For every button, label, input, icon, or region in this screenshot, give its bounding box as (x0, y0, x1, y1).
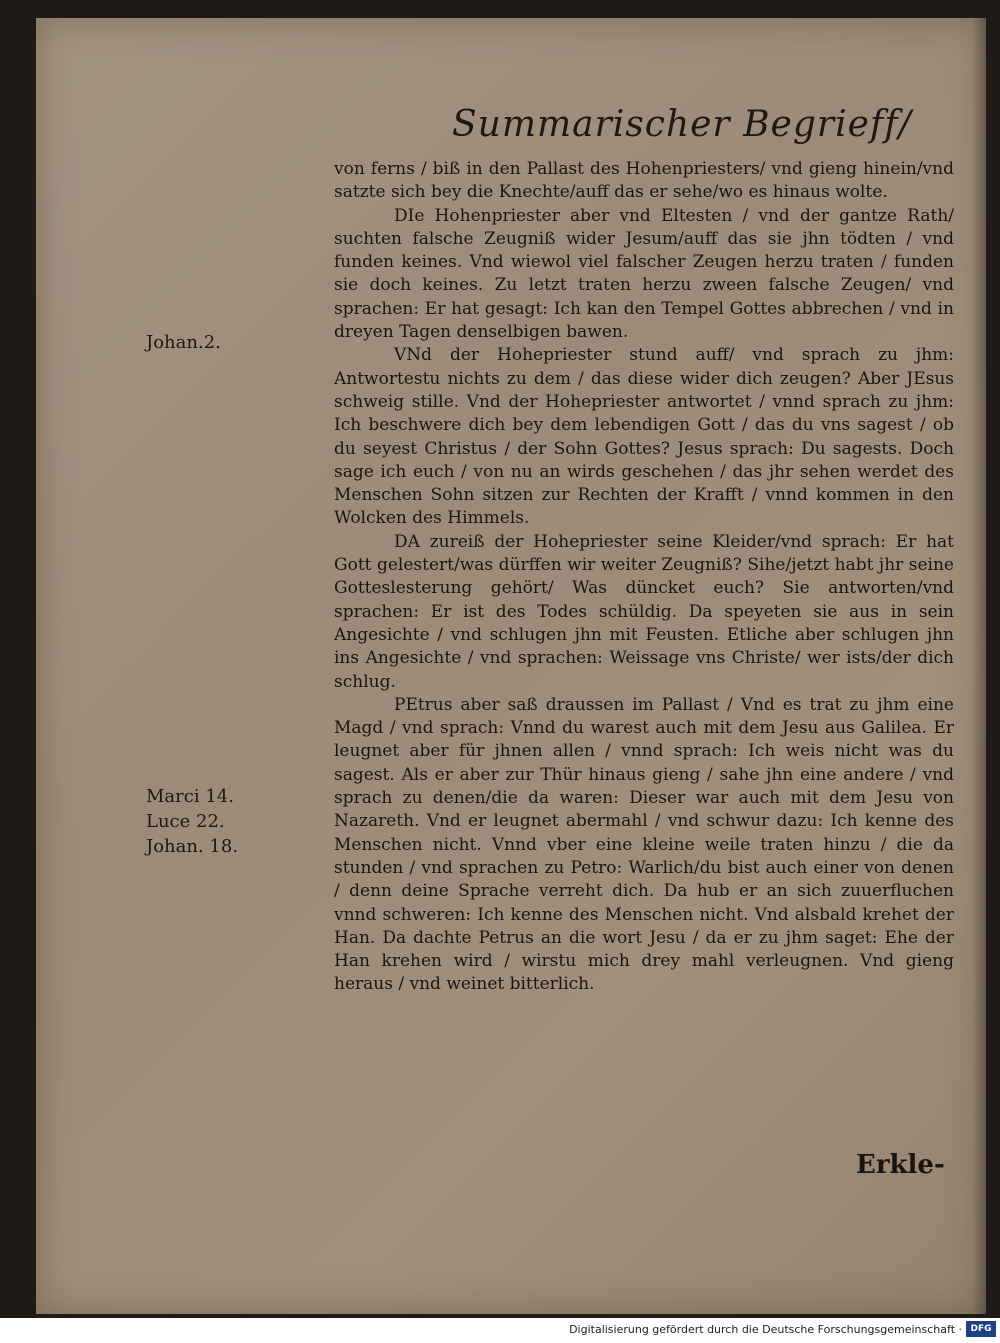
margin-note: Johan. 18. (146, 836, 239, 857)
paragraph: VNd der Hohepriester stund auff/ vnd sprach zu jhm: Antwortestu nichts zu dem / das diese wider dich zeugen? Aber JEsus schweig stille. Vnd der Hohepriester antwortet / vnnd sprach zu jhm: Ich beschwere dich bey dem lebendigen Gott / das du vns sagest / ob du seyest Christus / der Sohn Gottes? Jesus sprach: Du sagests. Doch sage ich euch / von nu an wirds geschehen / das jhr sehen werdet des Menschen Sohn sitzen zur Rechten der Krafft / vnnd kommen in den Wolcken des Himmels. (334, 345, 954, 529)
margin-note: Marci 14. (146, 786, 234, 807)
margin-note: Johan.2. (146, 332, 221, 353)
paragraph: DIe Hohenpriester aber vnd Eltesten / vnd der gantze Rath/ suchten falsche Zeugniß wider Jesum/auff das sie jhn tödten / vnd funden keines. Vnd wiewol viel falscher Zeugen herzu traten / funden sie doch keines. Zu letzt traten herzu zween falsche Zeugen/ vnd sprachen: Er hat gesagt: Ich kan den Tempel Gottes abbrechen / vnd in dreyen Tagen denselbigen bawen. (334, 205, 954, 343)
paragraph: von ferns / biß in den Pallast des Hohenpriesters/ vnd gieng hinein/vnd satzte sich bey die Knechte/auff das er sehe/wo es hinaus wolte. (334, 159, 954, 203)
running-head: Summarischer Begrieff/ (452, 104, 912, 145)
margin-note-group (146, 784, 238, 859)
paragraph: PEtrus aber saß draussen im Pallast / Vnd es trat zu jhm eine Magd / vnd sprach: Vnnd du warest auch mit dem Jesu aus Galilea. Er leugnet aber für jhnen allen / vnnd sprach: Ich weis nicht was du sagest. Als er aber zur Thür hinaus gieng / sahe jhn eine andere / vnd sprach zu denen/die da waren: Dieser war auch mit dem Jesu von Nazareth. Vnd er leugnet abermahl / vnd schwur dazu: Ich kenne des Menschen nicht. Vnnd vber eine kleine weile traten hinzu / die da stunden / vnd sprachen zu Petro: Warlich/du bist auch einer von denen / denn deine Sprache verreht dich. Da hub er an sich zuuerfluchen vnnd schweren: Ich kenne des Menschen nicht. Vnd alsbald krehet der Han. Da dachte Petrus an die wort Jesu / da er zu jhm saget: Ehe der Han krehen wird / wirstu mich drey mahl verleugnen. Vnd gieng heraus / vnd weinet bitterlich. (334, 694, 954, 995)
footer-bar (0, 1318, 1000, 1343)
funding-credit: Digitalisierung gefördert durch die Deutsche Forschungsgemeinschaft · (569, 1323, 962, 1336)
page-edge-shadow (972, 18, 986, 1314)
margin-note: Luce 22. (146, 811, 225, 832)
catchword: Erkle- (856, 1150, 945, 1180)
dfg-logo: DFG (966, 1321, 996, 1337)
paragraph: DA zureiß der Hohepriester seine Kleider/vnd sprach: Er hat Gott gelestert/was dürffen wir weiter Zeugniß? Sihe/jetzt habt jhr seine Gotteslesterung gehört/ Was düncket euch? Sie antworten/vnd sprachen: Er ist des Todes schüldig. Da speyeten sie aus in sein Angesichte / vnd schlugen jhn mit Feusten. Etliche aber schlugen jhn ins Angesichte / vnd sprachen: Weissage vns Christe/ wer ists/der dich schlug. (334, 531, 954, 692)
main-text-block (334, 158, 954, 997)
margin-note-group (146, 330, 221, 355)
